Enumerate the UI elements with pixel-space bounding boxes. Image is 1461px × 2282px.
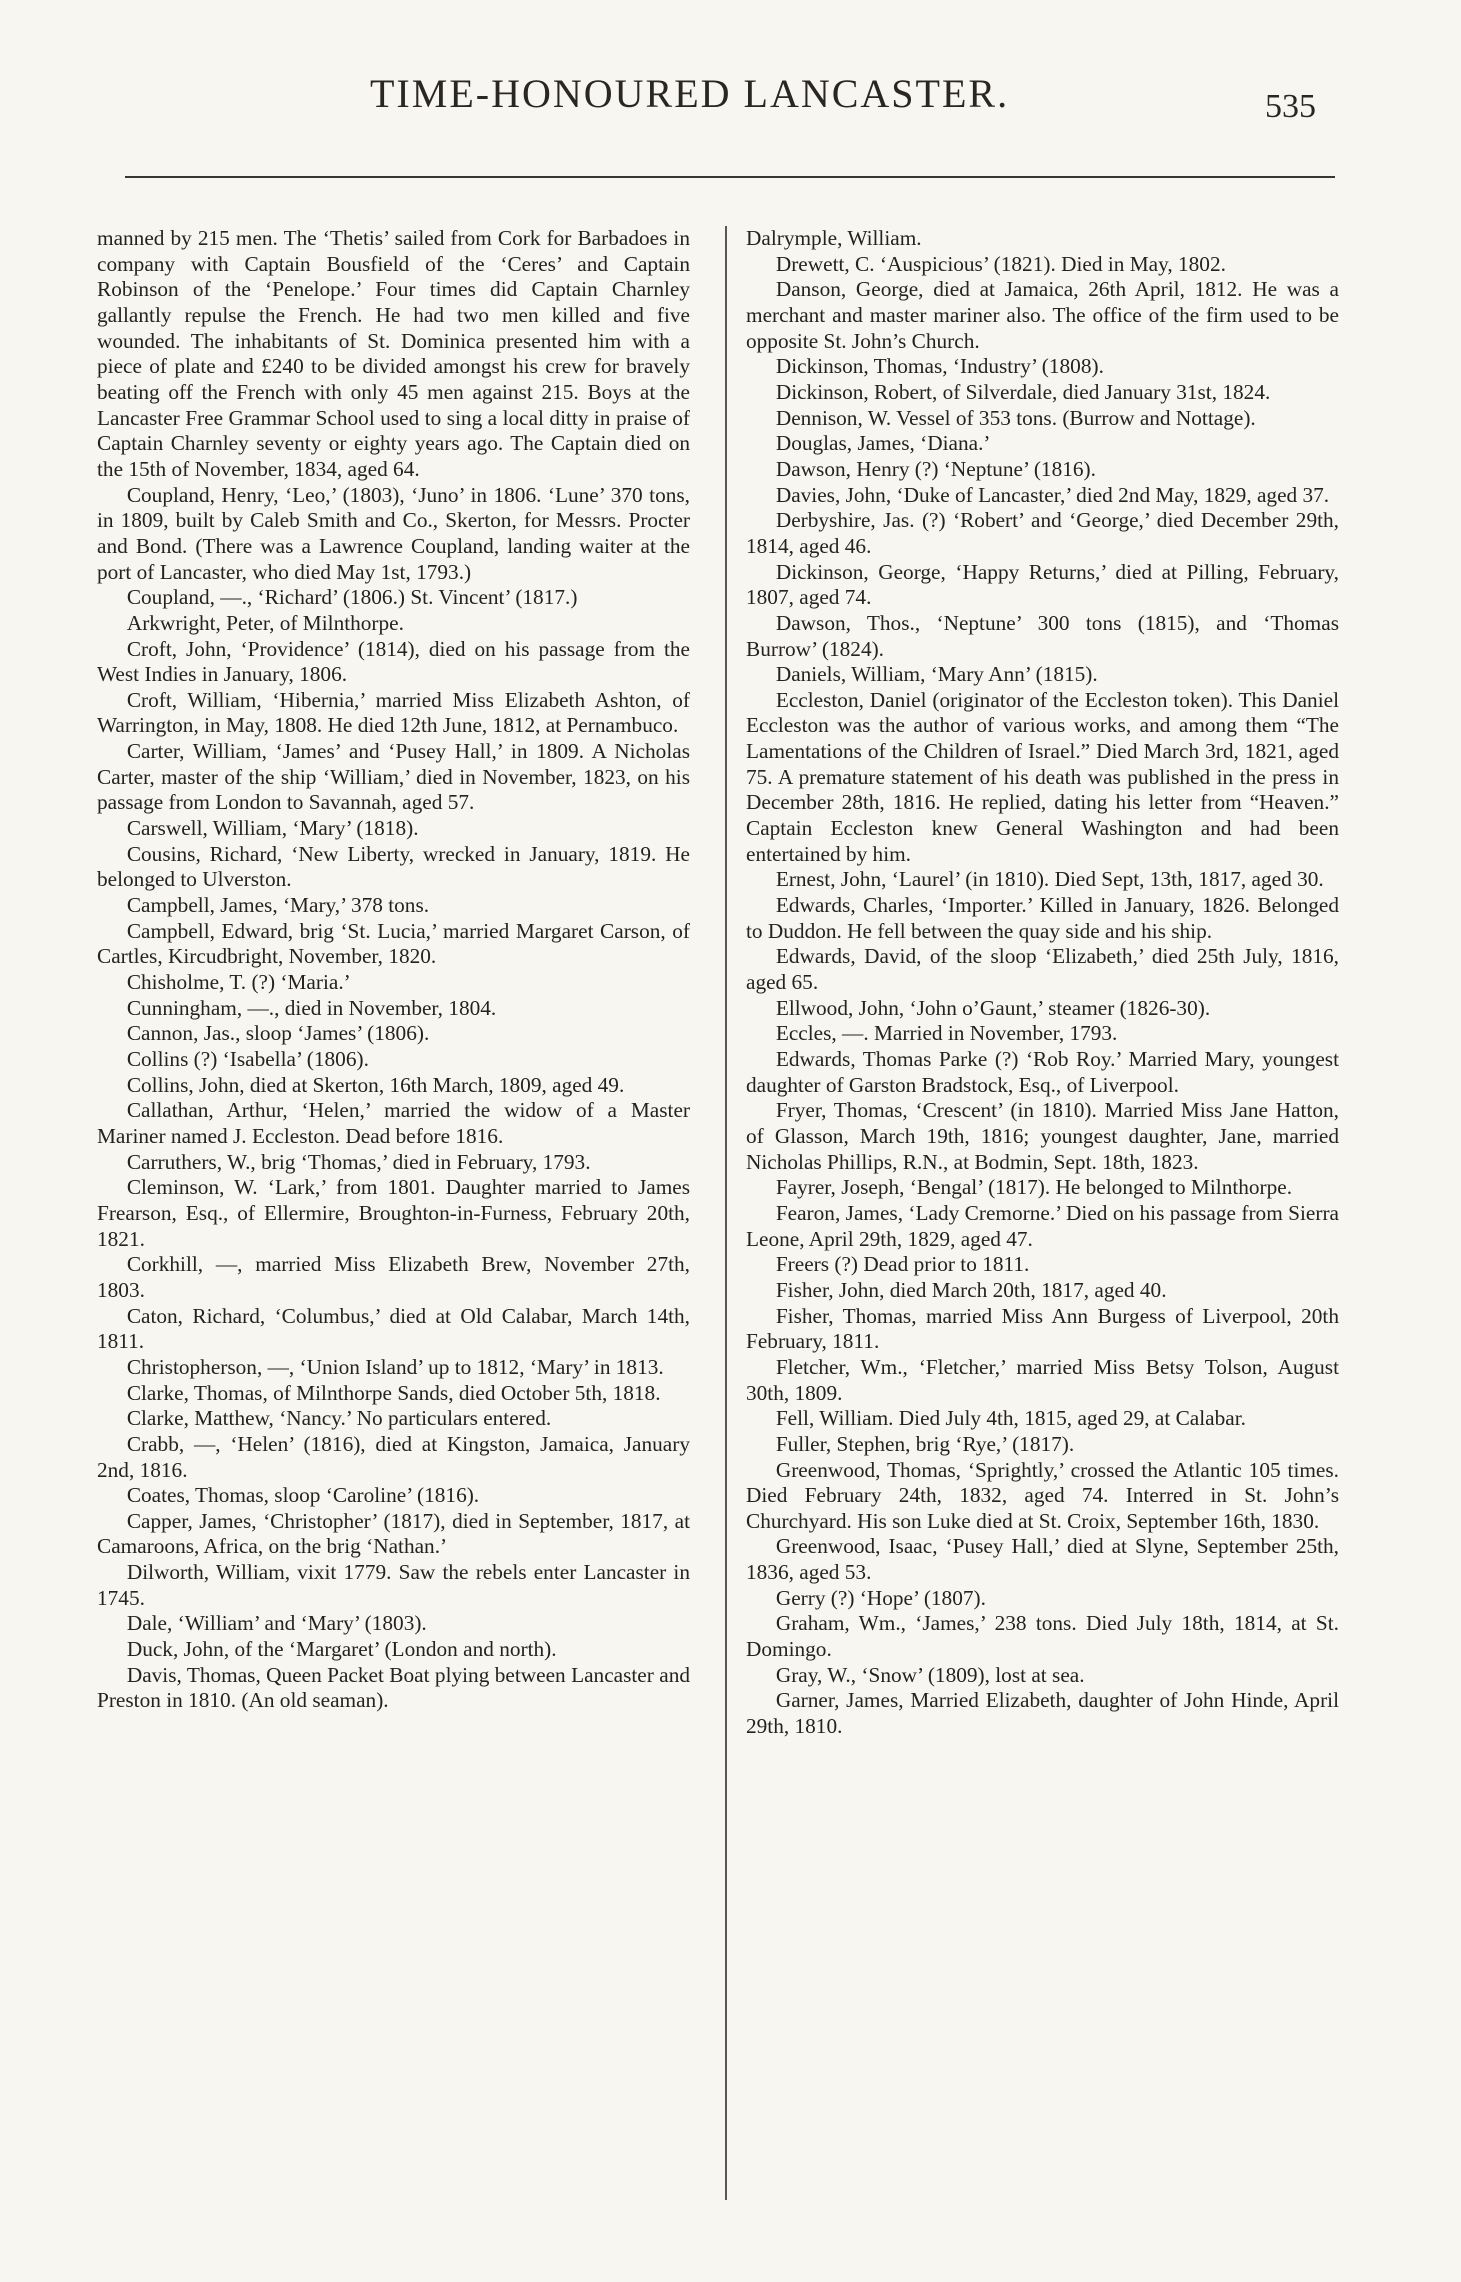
entry-paragraph: Garner, James, Married Elizabeth, daughter of John Hinde, April 29th, 1810. <box>746 1688 1339 1739</box>
entry-paragraph: Coates, Thomas, sloop ‘Caroline’ (1816). <box>126 1483 480 1508</box>
entry-paragraph: Chisholme, T. (?) ‘Maria.’ <box>126 970 351 995</box>
entry-paragraph: Fletcher, Wm., ‘Fletcher,’ married Miss Betsy Tolson, August 30th, 1809. <box>746 1354 1339 1405</box>
entry-paragraph: Clarke, Matthew, ‘Nancy.’ No particulars entered. <box>126 1406 552 1431</box>
entry-paragraph: Campbell, Edward, brig ‘St. Lucia,’ married Margaret Carson, of Cartles, Kircudbright, November, 1820. <box>97 918 690 969</box>
entry-paragraph: Graham, Wm., ‘James,’ 238 tons. Died July 18th, 1814, at St. Domingo. <box>746 1611 1339 1662</box>
entry-paragraph: Eccleston, Daniel (originator of the Eccleston token). This Daniel Eccleston was the author of various works, and among them “The Lamentations of the Children of Israel.” Died March 3rd, 1821, aged 75. A premature statement of his death was published in the press in December 28th, 1816. He replied, dating his letter from “Heaven.” Captain Eccleston knew General Washington and had been entertained by him. <box>746 687 1339 866</box>
entry-paragraph: Clarke, Thomas, of Milnthorpe Sands, died October 5th, 1818. <box>126 1380 661 1405</box>
entry-paragraph: Caton, Richard, ‘Columbus,’ died at Old Calabar, March 14th, 1811. <box>97 1303 690 1354</box>
entry-paragraph: Duck, John, of the ‘Margaret’ (London and north). <box>126 1637 557 1662</box>
entry-paragraph: Crabb, —, ‘Helen’ (1816), died at Kingston, Jamaica, January 2nd, 1816. <box>97 1431 690 1482</box>
entry-paragraph: Edwards, Thomas Parke (?) ‘Rob Roy.’ Married Mary, youngest daughter of Garston Bradstock, Esq., of Liverpool. <box>746 1047 1339 1097</box>
entry-paragraph: Fearon, James, ‘Lady Cremorne.’ Died on his passage from Sierra Leone, April 29th, 1829, aged 47. <box>746 1200 1339 1251</box>
entry-paragraph: Fayrer, Joseph, ‘Bengal’ (1817). He belonged to Milnthorpe. <box>775 1175 1293 1200</box>
entry-paragraph: Carruthers, W., brig ‘Thomas,’ died in February, 1793. <box>126 1149 591 1174</box>
entry-paragraph: Dawson, Henry (?) ‘Neptune’ (1816). <box>775 456 1096 481</box>
entry-paragraph: Daniels, William, ‘Mary Ann’ (1815). <box>775 662 1098 687</box>
entry-paragraph: Cannon, Jas., sloop ‘James’ (1806). <box>126 1021 430 1046</box>
entry-paragraph: Fisher, John, died March 20th, 1817, aged 40. <box>775 1277 1167 1302</box>
entry-paragraph: Dickinson, Robert, of Silverdale, died January 31st, 1824. <box>775 379 1271 404</box>
entry-paragraph: Capper, James, ‘Christopher’ (1817), died in September, 1817, at Camaroons, Africa, on the brig ‘Nathan.’ <box>97 1508 690 1559</box>
entry-paragraph: Cousins, Richard, ‘New Liberty, wrecked in January, 1819. He belonged to Ulverston. <box>97 841 690 892</box>
entry-paragraph: Carswell, William, ‘Mary’ (1818). <box>126 816 419 841</box>
entry-paragraph: Dilworth, William, vixit 1779. Saw the rebels enter Lancaster in 1745. <box>97 1560 690 1610</box>
entry-paragraph: Coupland, Henry, ‘Leo,’ (1803), ‘Juno’ in 1806. ‘Lune’ 370 tons, in 1809, built by Caleb Smith and Co., Skerton, for Messrs. Procter and Bond. (There was a Lawrence Coupland, landing waiter at the port of Lancaster, who died May 1st, 1793.) <box>97 482 690 584</box>
entry-paragraph: Fell, William. Died July 4th, 1815, aged 29, at Calabar. <box>775 1406 1246 1431</box>
entry-paragraph: Dale, ‘William’ and ‘Mary’ (1803). <box>126 1611 427 1636</box>
entry-paragraph: Fuller, Stephen, brig ‘Rye,’ (1817). <box>775 1431 1075 1456</box>
entry-paragraph: Croft, John, ‘Providence’ (1814), died on his passage from the West Indies in January, 1806. <box>97 636 690 687</box>
page-number: 535 <box>1265 88 1316 125</box>
entry-paragraph: Dickinson, Thomas, ‘Industry’ (1808). <box>775 354 1104 379</box>
entry-paragraph: Croft, William, ‘Hibernia,’ married Miss Elizabeth Ashton, of Warrington, in May, 1808. He died 12th June, 1812, at Pernambuco. <box>97 687 690 738</box>
entry-paragraph: Gray, W., ‘Snow’ (1809), lost at sea. <box>775 1662 1085 1687</box>
entry-paragraph: Callathan, Arthur, ‘Helen,’ married the widow of a Master Mariner named J. Eccleston. Dead before 1816. <box>97 1098 690 1148</box>
page-header <box>0 70 1461 130</box>
entry-paragraph: manned by 215 men. The ‘Thetis’ sailed from Cork for Barbadoes in company with Captain Bousfield of the ‘Ceres’ and Captain Robinson of the ‘Penelope.’ Four times did Captain Charnley gallantly repulse the French. He had two men killed and five wounded. The inhabitants of St. Dominica presented him with a piece of plate and £240 to be divided amongst his crew for bravely beating off the French with only 45 men against 215. Boys at the Lancaster Free Grammar School used to sing a local ditty in praise of Captain Charnley seventy or eighty years ago. The Captain died on the 15th of November, 1834, aged 64. <box>97 226 690 481</box>
entry-paragraph: Dalrymple, William. <box>746 226 922 250</box>
entry-paragraph: Ellwood, John, ‘John o’Gaunt,’ steamer (1826-30). <box>775 995 1211 1020</box>
entry-paragraph: Drewett, C. ‘Auspicious’ (1821). Died in May, 1802. <box>775 251 1226 276</box>
entry-paragraph: Carter, William, ‘James’ and ‘Pusey Hall,’ in 1809. A Nicholas Carter, master of the ship ‘William,’ died in November, 1823, on his passage from London to Savannah, aged 57. <box>97 739 690 815</box>
entry-paragraph: Ernest, John, ‘Laurel’ (in 1810). Died Sept, 13th, 1817, aged 30. <box>775 867 1324 892</box>
entry-paragraph: Davis, Thomas, Queen Packet Boat plying between Lancaster and Preston in 1810. (An old seaman). <box>97 1662 690 1713</box>
entry-paragraph: Coupland, —., ‘Richard’ (1806.) St. Vincent’ (1817.) <box>126 585 578 610</box>
entry-paragraph: Fryer, Thomas, ‘Crescent’ (in 1810). Married Miss Jane Hatton, of Glasson, March 19th, 1816; youngest daughter, Jane, married Nicholas Phillips, R.N., at Bodmin, Sept. 18th, 1823. <box>746 1098 1339 1174</box>
entry-paragraph: Greenwood, Thomas, ‘Sprightly,’ crossed the Atlantic 105 times. Died February 24th, 1832, aged 74. Interred in St. John’s Churchyard. His son Luke died at St. Croix, September 16th, 1830. <box>746 1457 1339 1533</box>
entry-paragraph: Cleminson, W. ‘Lark,’ from 1801. Daughter married to James Frearson, Esq., of Ellermire, Broughton-in-Furness, February 20th, 1821. <box>97 1175 690 1251</box>
column-divider <box>725 226 727 2200</box>
entry-paragraph: Campbell, James, ‘Mary,’ 378 tons. <box>126 893 430 918</box>
entry-paragraph: Edwards, Charles, ‘Importer.’ Killed in January, 1826. Belonged to Duddon. He fell between the quay side and his ship. <box>746 893 1339 943</box>
entry-paragraph: Corkhill, —, married Miss Elizabeth Brew, November 27th, 1803. <box>97 1252 690 1302</box>
entry-paragraph: Arkwright, Peter, of Milnthorpe. <box>126 610 404 635</box>
entry-paragraph: Danson, George, died at Jamaica, 26th April, 1812. He was a merchant and master mariner also. The office of the firm used to be opposite St. John’s Church. <box>746 277 1339 353</box>
running-title: TIME-HONOURED LANCASTER. <box>370 71 1010 116</box>
entry-paragraph: Christopherson, —, ‘Union Island’ up to 1812, ‘Mary’ in 1813. <box>126 1354 664 1379</box>
entry-paragraph: Douglas, James, ‘Diana.’ <box>775 431 991 456</box>
entry-paragraph: Dickinson, George, ‘Happy Returns,’ died at Pilling, February, 1807, aged 74. <box>746 559 1339 610</box>
entry-paragraph: Collins, John, died at Skerton, 16th March, 1809, aged 49. <box>126 1072 625 1097</box>
entry-paragraph: Davies, John, ‘Duke of Lancaster,’ died 2nd May, 1829, aged 37. <box>775 482 1330 507</box>
entry-paragraph: Dennison, W. Vessel of 353 tons. (Burrow and Nottage). <box>775 405 1256 430</box>
right-column <box>746 226 1339 1740</box>
entry-paragraph: Gerry (?) ‘Hope’ (1807). <box>775 1585 986 1610</box>
entry-paragraph: Edwards, David, of the sloop ‘Elizabeth,’ died 25th July, 1816, aged 65. <box>746 944 1339 995</box>
entry-paragraph: Collins (?) ‘Isabella’ (1806). <box>126 1047 369 1071</box>
entry-paragraph: Derbyshire, Jas. (?) ‘Robert’ and ‘George,’ died December 29th, 1814, aged 46. <box>746 508 1339 558</box>
header-rule <box>125 176 1335 178</box>
left-column <box>97 226 690 1714</box>
entry-paragraph: Dawson, Thos., ‘Neptune’ 300 tons (1815), and ‘Thomas Burrow’ (1824). <box>746 610 1339 661</box>
entry-paragraph: Fisher, Thomas, married Miss Ann Burgess of Liverpool, 20th February, 1811. <box>746 1303 1339 1354</box>
entry-paragraph: Freers (?) Dead prior to 1811. <box>775 1252 1030 1277</box>
entry-paragraph: Cunningham, —., died in November, 1804. <box>126 995 497 1020</box>
entry-paragraph: Greenwood, Isaac, ‘Pusey Hall,’ died at Slyne, September 25th, 1836, aged 53. <box>746 1534 1339 1585</box>
entry-paragraph: Eccles, —. Married in November, 1793. <box>775 1021 1118 1046</box>
